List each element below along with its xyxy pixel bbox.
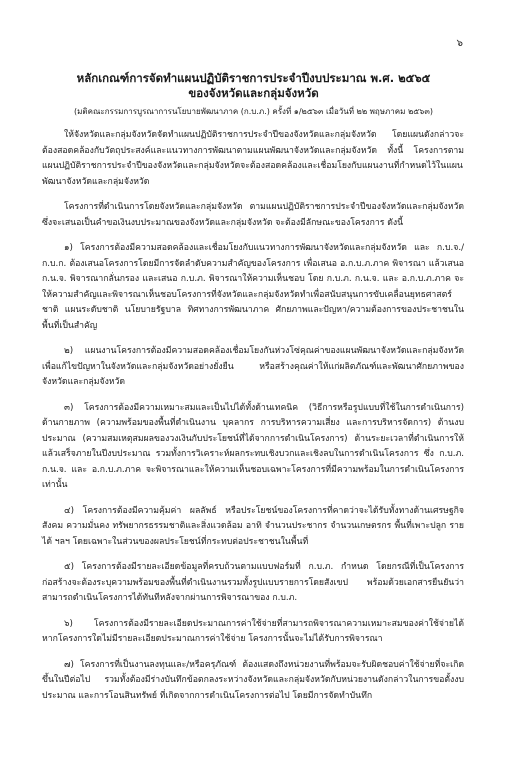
criteria-item-text: โครงการที่เป็นงานลงทุนและ/หรือครุภัณฑ์ ต้องแสดงถึงหน่วยงานที่พร้อมจะรับผิดชอบค่าใช้จ่ายที่จะเกิดขึ้นในปีต่อไป รวมทั้งต้องมีร่างบันทึกข้อตกลงระหว่างจังหวัดและกลุ่มจังหวัดกับหน่วยงานดังกล่าวในการขอตั้งงบประมาณ และการโอนสินทรัพย์ ที่เกิดจากการดำเนินโครงการต่อไป โดยมีการจัดทำบันทึก	[42, 659, 464, 701]
document-title-line2: ของจังหวัดและกลุ่มจังหวัด	[188, 86, 319, 100]
criteria-item-number: ๓)	[64, 402, 74, 413]
document-title-line1: หลักเกณฑ์การจัดทำแผนปฏิบัติราชการประจำปีงบประมาณ พ.ศ. ๒๕๖๕	[76, 71, 431, 85]
criteria-item-number: ๕)	[64, 562, 74, 572]
project-criteria-paragraph: โครงการที่ดำเนินการโดยจังหวัดและกลุ่มจังหวัด ตามแผนปฏิบัติราชการประจำปีของจังหวัดและกลุ่มจังหวัด ซึ่งจะเสนอเป็นคำขอเงินงบประมาณของจังหวัดและกลุ่มจังหวัด จะต้องมีลักษณะของโครงการ ดังนี้	[42, 202, 464, 228]
criteria-item-text: แผนงานโครงการต้องมีความสอดคล้องเชื่อมโยงกันห่วงโซ่คุณค่าของแผนพัฒนาจังหวัดและกลุ่มจังหวัด เพื่อแก้ไขปัญหาในจังหวัดและกลุ่มจังหวัดอย่างยั่งยืน หรือสร้างคุณค่าให้แก่ผลิตภัณฑ์และพัฒนาศักยภาพของจังหวัดและกลุ่มจังหวัด	[42, 346, 464, 387]
criteria-item-text: โครงการต้องมีรายละเอียดข้อมูลที่ครบถ้วนตามแบบฟอร์มที่ ก.บ.ภ. กำหนด โดยกรณีที่เป็นโครงการก่อสร้างจะต้องระบุความพร้อมของพื้นที่ดำเนินงานรวมทั้งรูปแบบรายการโดยสังเขป พร้อมด้วยเอกสารยืนยันว่าสามารถดำเนินโครงการได้ทันทีหลังจากผ่านการพิจารณาของ ก.บ.ภ.	[42, 562, 465, 603]
criteria-item	[42, 344, 464, 391]
criteria-item	[42, 658, 464, 705]
criteria-item	[42, 560, 464, 607]
criteria-item-number: ๖)	[64, 618, 73, 629]
page-number: ๖	[456, 38, 463, 49]
criteria-item-text: โครงการต้องมีความคุ้มค่า ผลลัพธ์ หรือประโยชน์ของโครงการที่คาดว่าจะได้รับทั้งทางด้านเศรษฐกิจ สังคม ความมั่นคง ทรัพยากรธรรมชาติและสิ่งแวดล้อม อาทิ จำนวนประชากร จำนวนเกษตรกร พื้นที่เพาะปลูก รายได้ ฯลฯ โดยเฉพาะในส่วนของผลประโยชน์ที่กระทบต่อประชาชนในพื้นที่	[42, 505, 465, 547]
criteria-item-number: ๑)	[64, 243, 73, 253]
criteria-item-number: ๔)	[64, 505, 74, 516]
criteria-item	[42, 617, 464, 648]
criteria-item-text: โครงการต้องมีความสอดคล้องและเชื่อมโยงกับแนวทางการพัฒนาจังหวัดและกลุ่มจังหวัด และ ก.บ.จ./ก.บ.ก. ต้องเสนอโครงการโดยมีการจัดลำดับความสำคัญของโครงการ เพื่อเสนอ อ.ก.บ.ภ.ภาค พิจารณา แล้วเสนอ ก.น.จ. พิจารณากลั่นกรอง และเสนอ ก.บ.ภ. พิจารณาให้ความเห็นชอบ โดย ก.บ.ภ. ก.น.จ. และ อ.ก.บ.ภ.ภาค จะให้ความสำคัญและพิจารณาเห็นชอบโครงการที่จังหวัดและกลุ่มจังหวัดทำเพื่อสนับสนุนการขับเคลื่อนยุทธศาสตร์ชาติ แผนระดับชาติ นโยบายรัฐบาล ทิศทางการพัฒนาภาค ศักยภาพและปัญหา/ความต้องการของประชาชนในพื้นที่เป็นสำคัญ	[42, 243, 465, 331]
criteria-item-number: ๗)	[64, 659, 74, 670]
criteria-item-text: โครงการต้องมีความเหมาะสมและเป็นไปได้ทั้งด้านเทคนิค (วิธีการหรือรูปแบบที่ใช้ในการดำเนินการ) ด้านกายภาพ (ความพร้อมของพื้นที่ดำเนินงาน บุคลากร การบริหารความเสี่ยง และการบริหารจัดการ) ด้านงบประมาณ (ความสมเหตุสมผลของวงเงินกับประโยชน์ที่ได้จากการดำเนินโครงการ) ด้านระยะเวลาที่ดำเนินการให้แล้วเสร็จภายในปีงบประมาณ รวมทั้งการวิเคราะห์ผลกระทบเชิงบวกและเชิงลบในการดำเนินโครงการ ซึ่ง ก.บ.ภ. ก.น.จ. และ อ.ก.บ.ภ.ภาค จะพิจารณาและให้ความเห็นชอบเฉพาะโครงการที่มีความพร้อมในการดำเนินโครงการเท่านั้น	[42, 402, 464, 490]
document-body	[42, 128, 464, 714]
criteria-item	[42, 241, 464, 334]
document-subtitle: (มติคณะกรรมการบูรณาการนโยบายพัฒนาภาค (ก.บ.ภ.) ครั้งที่ ๑/๒๕๖๓ เมื่อวันที่ ๒๒ พฤษภาคม ๒๕๖๓)	[74, 107, 433, 116]
intro-paragraph: ให้จังหวัดและกลุ่มจังหวัดจัดทำแผนปฏิบัติราชการประจำปีของจังหวัดและกลุ่มจังหวัด โดยแผนดังกล่าวจะต้องสอดคล้องกับวัตถุประสงค์และแนวทางการพัฒนาตามแผนพัฒนาจังหวัดและกลุ่มจังหวัด ทั้งนี้ โครงการตามแผนปฏิบัติราชการประจำปีของจังหวัดและกลุ่มจังหวัดจะต้องสอดคล้องและเชื่อมโยงกับแผนงานที่กำหนดไว้ในแผนพัฒนาจังหวัดและกลุ่มจังหวัด	[42, 130, 464, 187]
criteria-item	[42, 504, 464, 551]
criteria-item-number: ๒)	[64, 346, 74, 356]
criteria-item-text: โครงการต้องมีรายละเอียดประมาณการค่าใช้จ่ายที่สามารถพิจารณาความเหมาะสมของค่าใช้จ่ายได้ หากโครงการใดไม่มีรายละเอียดประมาณการค่าใช้จ่าย โครงการนั้นจะไม่ได้รับการพิจารณา	[42, 618, 464, 644]
criteria-item	[42, 401, 464, 494]
